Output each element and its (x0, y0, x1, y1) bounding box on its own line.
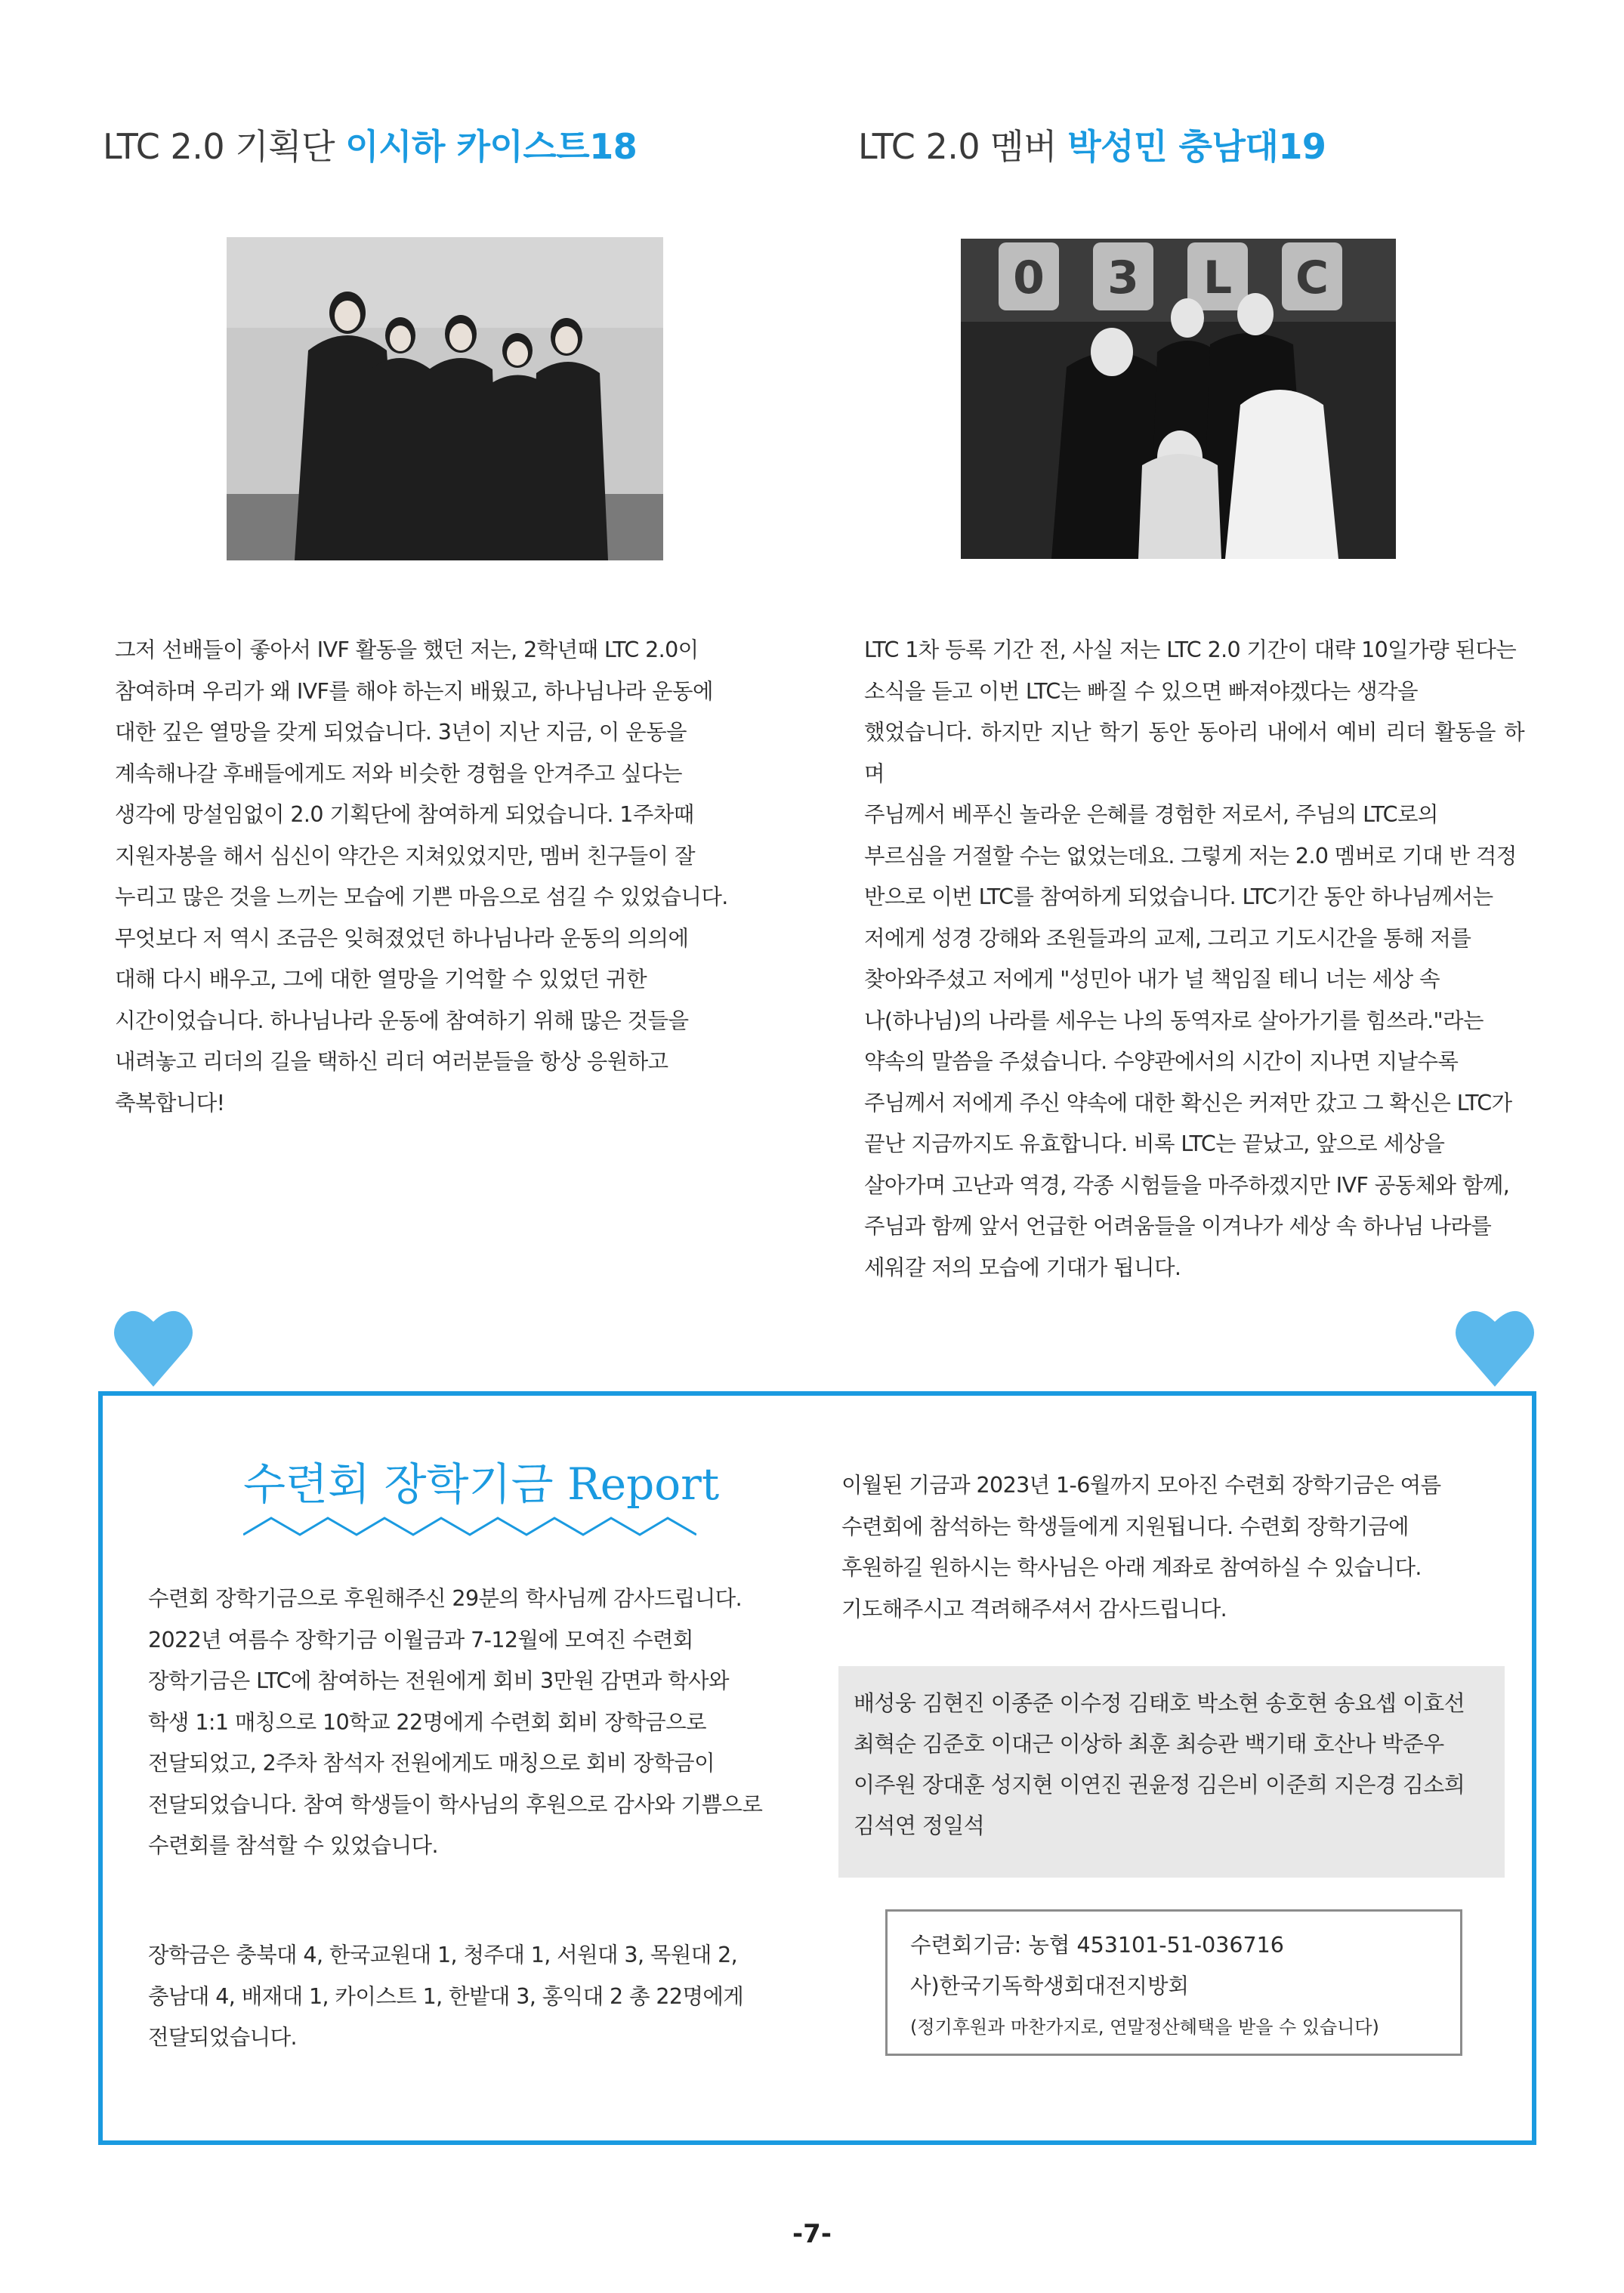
text-line: 약속의 말씀을 주셨습니다. 수양관에서의 시간이 지나면 지날수록 (864, 1049, 1459, 1074)
donor-line: 최혁순 김준호 이대근 이상하 최훈 최승관 백기태 호산나 박준우 (854, 1731, 1444, 1757)
left-heading-role: LTC 2.0 기획단 (103, 126, 346, 167)
sign-letter-4: C (1295, 252, 1329, 304)
text-line: 장학기금은 LTC에 참여하는 전원에게 회비 3만원 감면과 학사와 (148, 1668, 729, 1693)
donor-line: 김석연 정일석 (854, 1813, 985, 1838)
report-title (243, 1449, 719, 1512)
text-line: 학생 1:1 매칭으로 10학교 22명에게 수련회 회비 장학금으로 (148, 1709, 706, 1735)
text-line: 끝난 지금까지도 유효합니다. 비록 LTC는 끝났고, 앞으로 세상을 (864, 1131, 1445, 1156)
left-heading (103, 119, 637, 169)
sign-letter-3: L (1203, 252, 1233, 304)
text-line: 대한 깊은 열망을 갖게 되었습니다. 3년이 지난 지금, 이 운동을 (115, 720, 687, 745)
tax-note: (정기후원과 마찬가지로, 연말정산혜택을 받을 수 있습니다) (910, 2017, 1379, 2038)
page-number: -7- (792, 2219, 832, 2249)
donor-line: 이주원 장대훈 성지현 이연진 권윤정 김은비 이준희 지은경 김소희 (854, 1772, 1465, 1798)
text-line: 축복합니다! (115, 1090, 225, 1116)
text-line: 주님께서 저에게 주신 약속에 대한 확신은 커져만 갔고 그 확신은 LTC가 (864, 1090, 1512, 1116)
text-line: 장학금은 충북대 4, 한국교원대 1, 청주대 1, 서원대 3, 목원대 2, (148, 1943, 738, 1967)
text-line: 계속해나갈 후배들에게도 저와 비슷한 경험을 안겨주고 싶다는 (115, 761, 682, 786)
text-line: 세워갈 저의 모습에 기대가 됩니다. (864, 1255, 1181, 1280)
left-testimony (115, 630, 769, 1124)
heart-icon (1455, 1305, 1535, 1388)
account-info-box (885, 1909, 1462, 2056)
right-heading-role: LTC 2.0 멤버 (858, 126, 1068, 167)
wave-divider (243, 1512, 696, 1542)
text-line: 대해 다시 배우고, 그에 대한 열망을 기억할 수 있었던 귀한 (115, 967, 647, 992)
text-line: 시간이었습니다. 하나님나라 운동에 참여하기 위해 많은 것들을 (115, 1008, 689, 1033)
text-line: 수련회 장학기금으로 후원해주신 29분의 학사님께 감사드립니다. (148, 1586, 743, 1611)
report-title-english: Report (567, 1458, 720, 1510)
text-line: 충남대 4, 배재대 1, 카이스트 1, 한밭대 3, 홍익대 2 총 22명에게 (148, 1983, 744, 2009)
sign-letter-2: 3 (1107, 252, 1139, 304)
report-scholarship-recipients (148, 1935, 802, 2059)
text-line: 생각에 망설임없이 2.0 기획단에 참여하게 되었습니다. 1주차때 (115, 802, 694, 827)
report-title-korean: 수련회 장학기금 (243, 1458, 568, 1510)
left-photo-illustration (227, 237, 663, 560)
text-line: 전달되었습니다. 참여 학생들이 학사님의 후원으로 감사와 기쁨으로 (148, 1792, 763, 1817)
text-line: 주님께서 베푸신 놀라운 은혜를 경험한 저로서, 주님의 LTC로의 (864, 802, 1438, 827)
text-line: 후원하길 원하시는 학사님은 아래 계좌로 참여하실 수 있습니다. (841, 1555, 1422, 1580)
text-line: 전달되었고, 2주차 참석자 전원에게도 매칭으로 회비 장학금이 (148, 1751, 715, 1776)
right-heading (858, 119, 1326, 169)
text-line: 찾아와주셨고 저에게 "성민아 내가 널 책임질 테니 너는 세상 속 (864, 967, 1440, 992)
account-holder: 사)한국기독학생회대전지방회 (910, 1974, 1190, 1998)
text-line: 했었습니다. 하지만 지난 학기 동안 동아리 내에서 예비 리더 활동을 하며 (864, 720, 1524, 786)
account-number: 수련회기금: 농협 453101-51-036716 (910, 1933, 1284, 1958)
text-line: 나(하나님)의 나라를 세우는 나의 동역자로 살아가기를 힘쓰라."라는 (864, 1008, 1484, 1033)
text-line: 내려놓고 리더의 길을 택하신 리더 여러분들을 항상 응원하고 (115, 1049, 668, 1074)
text-line: 주님과 함께 앞서 언급한 어려움들을 이겨나가 세상 속 하나님 나라를 (864, 1214, 1492, 1239)
text-line: 참여하며 우리가 왜 IVF를 해야 하는지 배웠고, 하나님나라 운동에 (115, 678, 713, 704)
text-line: 수련회를 참석할 수 있었습니다. (148, 1833, 438, 1858)
text-line: 저에게 성경 강해와 조원들과의 교제, 그리고 기도시간을 통해 저를 (864, 925, 1471, 951)
report-right-text (841, 1465, 1505, 1630)
right-heading-name: 박성민 충남대19 (1067, 126, 1326, 167)
text-line: 부르심을 거절할 수는 없었는데요. 그렇게 저는 2.0 멤버로 기대 반 걱정 (864, 843, 1517, 869)
left-group-photo (227, 237, 663, 560)
text-line: 지원자봉을 해서 심신이 약간은 지쳐있었지만, 멤버 친구들이 잘 (115, 843, 695, 869)
text-line: 수련회에 참석하는 학생들에게 지원됩니다. 수련회 장학기금에 (841, 1514, 1409, 1539)
donor-line: 배성웅 김현진 이종준 이수정 김태호 박소현 송호현 송요셉 이효선 (854, 1690, 1465, 1716)
sign-letter-1: 0 (1013, 252, 1045, 304)
text-line: 이월된 기금과 2023년 1-6월까지 모아진 수련회 장학기금은 여름 (841, 1473, 1441, 1498)
right-photo-illustration (961, 239, 1396, 559)
right-group-photo (961, 239, 1396, 559)
text-line: 무엇보다 저 역시 조금은 잊혀졌었던 하나님나라 운동의 의의에 (115, 925, 689, 951)
heart-icon (113, 1305, 193, 1388)
right-testimony (864, 630, 1524, 1288)
report-left-text (148, 1579, 802, 1867)
text-line: 살아가며 고난과 역경, 각종 시험들을 마주하겠지만 IVF 공동체와 함께, (864, 1172, 1510, 1198)
text-line: 소식을 듣고 이번 LTC는 빠질 수 있으면 빠져야겠다는 생각을 (864, 678, 1418, 704)
donor-list (838, 1666, 1505, 1878)
text-line: 그저 선배들이 좋아서 IVF 활동을 했던 저는, 2학년때 LTC 2.0이 (115, 637, 699, 662)
text-line: LTC 1차 등록 기간 전, 사실 저는 LTC 2.0 기간이 대략 10일가량 된다는 (864, 637, 1517, 662)
text-line: 2022년 여름수 장학기금 이월금과 7-12월에 모여진 수련회 (148, 1627, 693, 1653)
text-line: 기도해주시고 격려해주셔서 감사드립니다. (841, 1596, 1227, 1622)
text-line: 전달되었습니다. (148, 2025, 297, 2050)
text-line: 누리고 많은 것을 느끼는 모습에 기쁜 마음으로 섬길 수 있었습니다. (115, 884, 728, 909)
left-heading-name: 이시하 카이스트18 (345, 126, 638, 167)
text-line: 반으로 이번 LTC를 참여하게 되었습니다. LTC기간 동안 하나님께서는 (864, 884, 1493, 909)
